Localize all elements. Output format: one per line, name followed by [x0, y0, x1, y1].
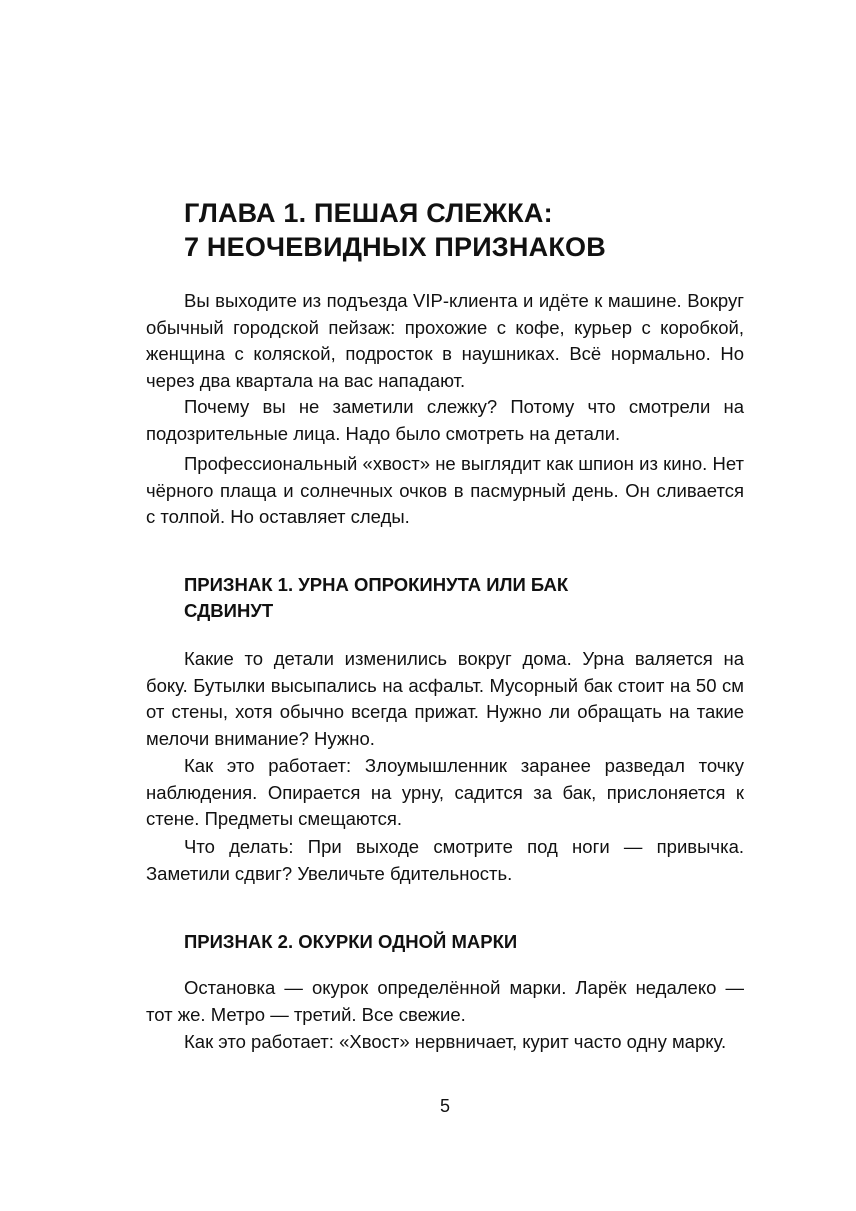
chapter-title — [184, 196, 744, 264]
chapter-title-line2: 7 НЕОЧЕВИДНЫХ ПРИЗНАКОВ — [184, 232, 606, 262]
sign2-heading — [184, 929, 704, 955]
intro-paragraph-3: Профессиональный «хвост» не выглядит как шпион из кино. Нет чёрного плаща и солнечных очков в пасмурный день. Он сливается с толпой. Но оставляет следы. — [146, 453, 744, 528]
sign1-paragraph-2: Как это работает: Злоумышленник заранее разведал точку наблюдения. Опирается на урну, садится за бак, прислоняется к стене. Предметы смещаются. — [146, 755, 744, 830]
sign1-paragraph-3: Что делать: При выходе смотрите под ноги — привычка. Заметили сдвиг? Увеличьте бдительность. — [146, 836, 744, 884]
intro-paragraph-1: Вы выходите из подъезда VIP-клиента и идёте к машине. Вокруг обычный городской пейзаж: прохожие с кофе, курьер с коробкой, женщина с коляской, подросток в наушниках. Всё нормально. Но через два квартала на вас нападают. — [146, 290, 744, 391]
intro-paragraph-2: Почему вы не заметили слежку? Потому что смотрели на подозрительные лица. Надо было смотреть на детали. — [146, 396, 744, 444]
sign2-paragraph-1: Остановка — окурок определённой марки. Ларёк недалеко — тот же. Метро — третий. Все свежие. — [146, 977, 744, 1025]
page-number: 5 — [439, 1096, 450, 1116]
sign1-paragraph-1: Какие то детали изменились вокруг дома. Урна валяется на боку. Бутылки высыпались на асфальт. Мусорный бак стоит на 50 см от стены, хотя обычно всегда прижат. Нужно ли обращать на такие мелочи внимание? Нужно. — [146, 648, 744, 749]
sign1-heading — [184, 572, 704, 624]
sign1-heading-line1: ПРИЗНАК 1. УРНА ОПРОКИНУТА ИЛИ БАК — [184, 574, 569, 595]
sign2-paragraph-2: Как это работает: «Хвост» нервничает, курит часто одну марку. — [184, 1031, 727, 1052]
sign2-heading-line: ПРИЗНАК 2. ОКУРКИ ОДНОЙ МАРКИ — [184, 931, 518, 952]
sign1-heading-line2: СДВИНУТ — [184, 600, 274, 621]
chapter-title-line1: ГЛАВА 1. ПЕШАЯ СЛЕЖКА: — [184, 198, 553, 228]
